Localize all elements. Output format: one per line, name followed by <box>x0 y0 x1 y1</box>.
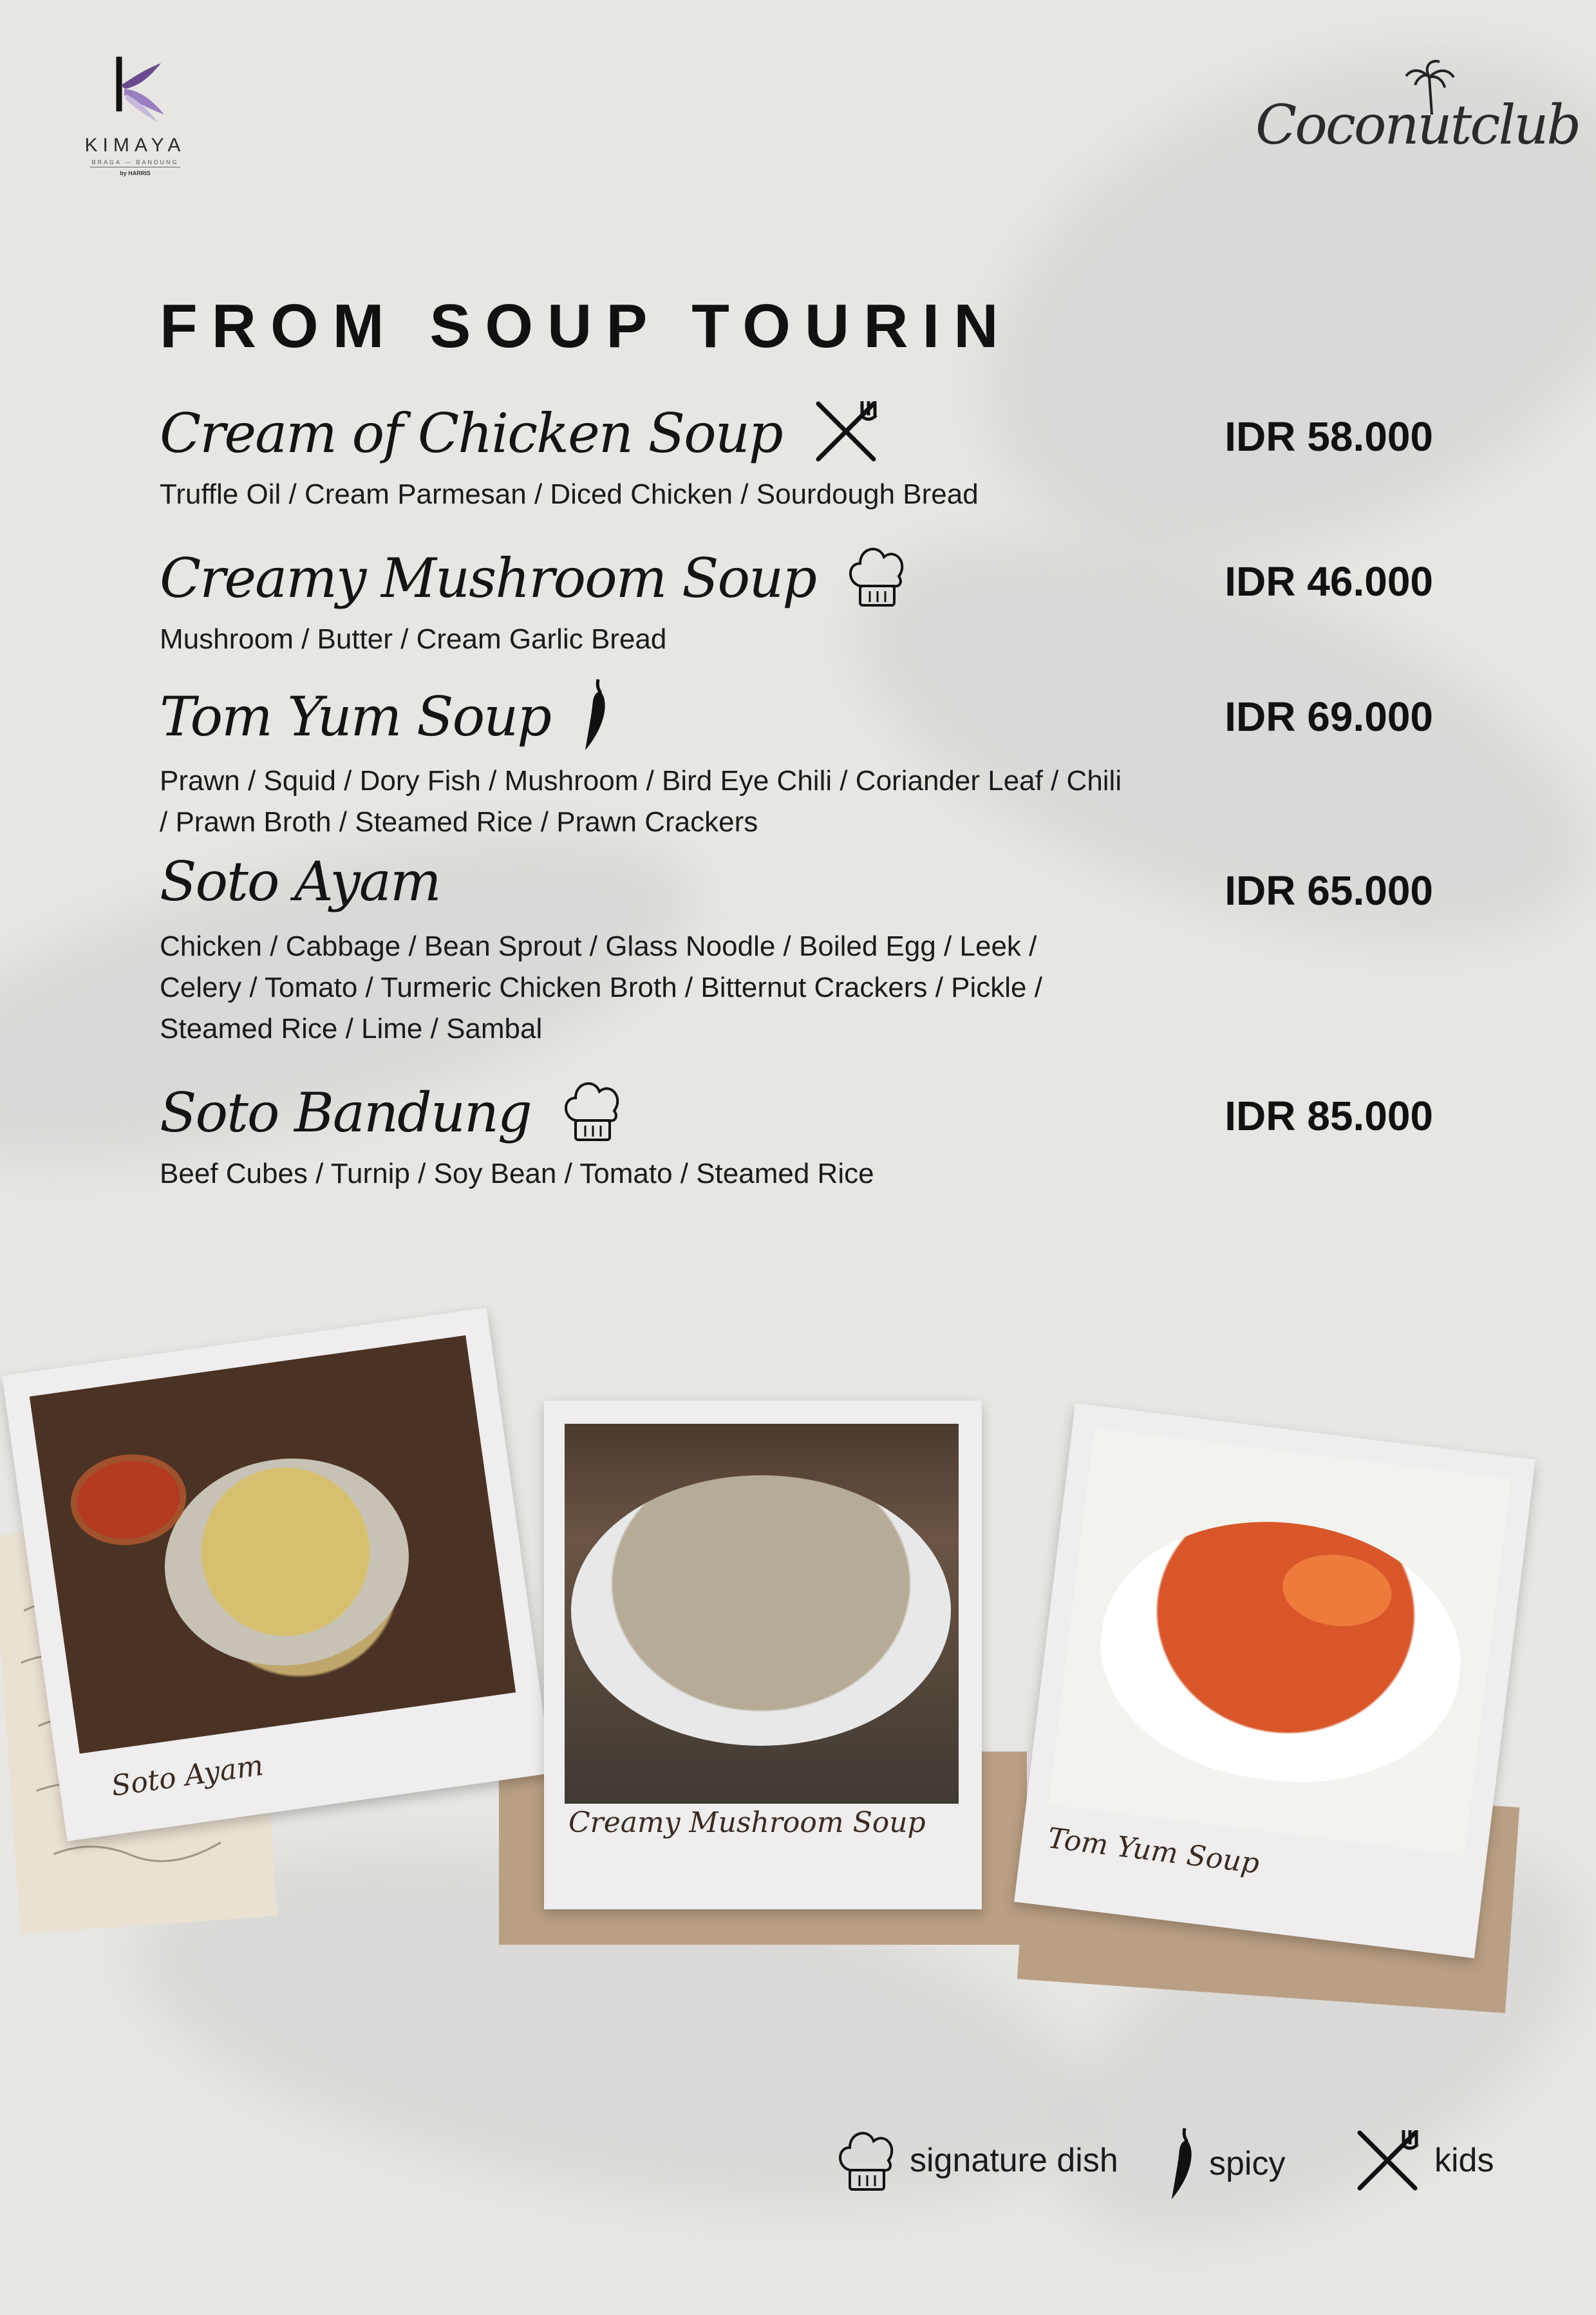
legend-spicy <box>1165 2125 1285 2202</box>
hotel-by: by HARRIS <box>120 170 151 176</box>
item-description: Beef Cubes / Turnip / Soy Bean / Tomato / Steamed Rice <box>160 1158 874 1189</box>
photo-caption: Soto Ayam <box>109 1749 266 1803</box>
chef-hat-icon <box>834 2125 898 2196</box>
tom-yum-photo <box>1048 1428 1511 1856</box>
legend-label: spicy <box>1209 2145 1286 2182</box>
item-name: Soto Bandung <box>160 1081 531 1144</box>
item-price: IDR 46.000 <box>1225 558 1433 605</box>
kimaya-mark-icon <box>100 50 171 128</box>
item-description: Truffle Oil / Cream Parmesan / Diced Chicken / Sourdough Bread <box>160 478 979 510</box>
legend-kids <box>1352 2125 1494 2196</box>
photo-card <box>1014 1403 1535 1958</box>
menu-item <box>160 396 1447 515</box>
item-price: IDR 85.000 <box>1225 1093 1433 1139</box>
soto-ayam-photo <box>30 1336 516 1754</box>
chili-icon <box>579 676 611 757</box>
bowl-image <box>1086 1502 1476 1801</box>
bowl-image <box>151 1443 422 1681</box>
kids-icon <box>811 396 881 470</box>
menu-item <box>160 676 1447 843</box>
legend-signature <box>834 2125 1118 2196</box>
section-heading: FROM SOUP TOURIN <box>160 292 1013 361</box>
item-name: Creamy Mushroom Soup <box>160 546 816 610</box>
item-name: Tom Yum Soup <box>160 685 551 748</box>
chef-hat-icon <box>559 1075 624 1149</box>
item-name: Cream of Chicken Soup <box>160 401 782 465</box>
menu-item <box>160 1075 1447 1195</box>
chili-icon <box>1165 2125 1197 2202</box>
item-description: Prawn / Squid / Dory Fish / Mushroom / Bird Eye Chili / Coriander Leaf / Chili / Prawn Broth / Steamed Rice / Prawn Crackers <box>160 765 1122 838</box>
photo-caption: Creamy Mushroom Soup <box>568 1806 926 1839</box>
item-description: Chicken / Cabbage / Bean Sprout / Glass Noodle / Boiled Egg / Leek / Celery / Tomato / Turmeric Chicken Broth / Bitternut Crackers / Pickle / Steamed Rice / Lime / Sambal <box>160 931 1042 1044</box>
item-price: IDR 69.000 <box>1225 694 1433 740</box>
kimaya-logo <box>77 50 193 176</box>
coconutclub-logo <box>1255 58 1580 161</box>
kids-icon <box>1352 2125 1423 2196</box>
item-name: Soto Ayam <box>160 850 440 913</box>
hotel-name: KIMAYA <box>84 135 186 156</box>
menu-item <box>160 850 1447 1050</box>
hotel-subtitle: BRAGA — BANDUNG <box>91 159 179 165</box>
item-price: IDR 58.000 <box>1225 413 1433 460</box>
item-price: IDR 65.000 <box>1225 867 1433 914</box>
mushroom-soup-photo <box>565 1424 959 1804</box>
outlet-name: Coconutclub <box>1255 93 1580 156</box>
chef-hat-icon <box>844 541 908 615</box>
photo-card <box>544 1401 982 1909</box>
menu-item <box>160 541 1447 660</box>
photo-card <box>2 1308 552 1842</box>
legend-label: signature dish <box>910 2142 1118 2179</box>
legend-label: kids <box>1434 2142 1494 2179</box>
photo-caption: Tom Yum Soup <box>1046 1822 1261 1880</box>
item-description: Mushroom / Butter / Cream Garlic Bread <box>160 623 667 655</box>
bowl-image <box>571 1475 951 1746</box>
